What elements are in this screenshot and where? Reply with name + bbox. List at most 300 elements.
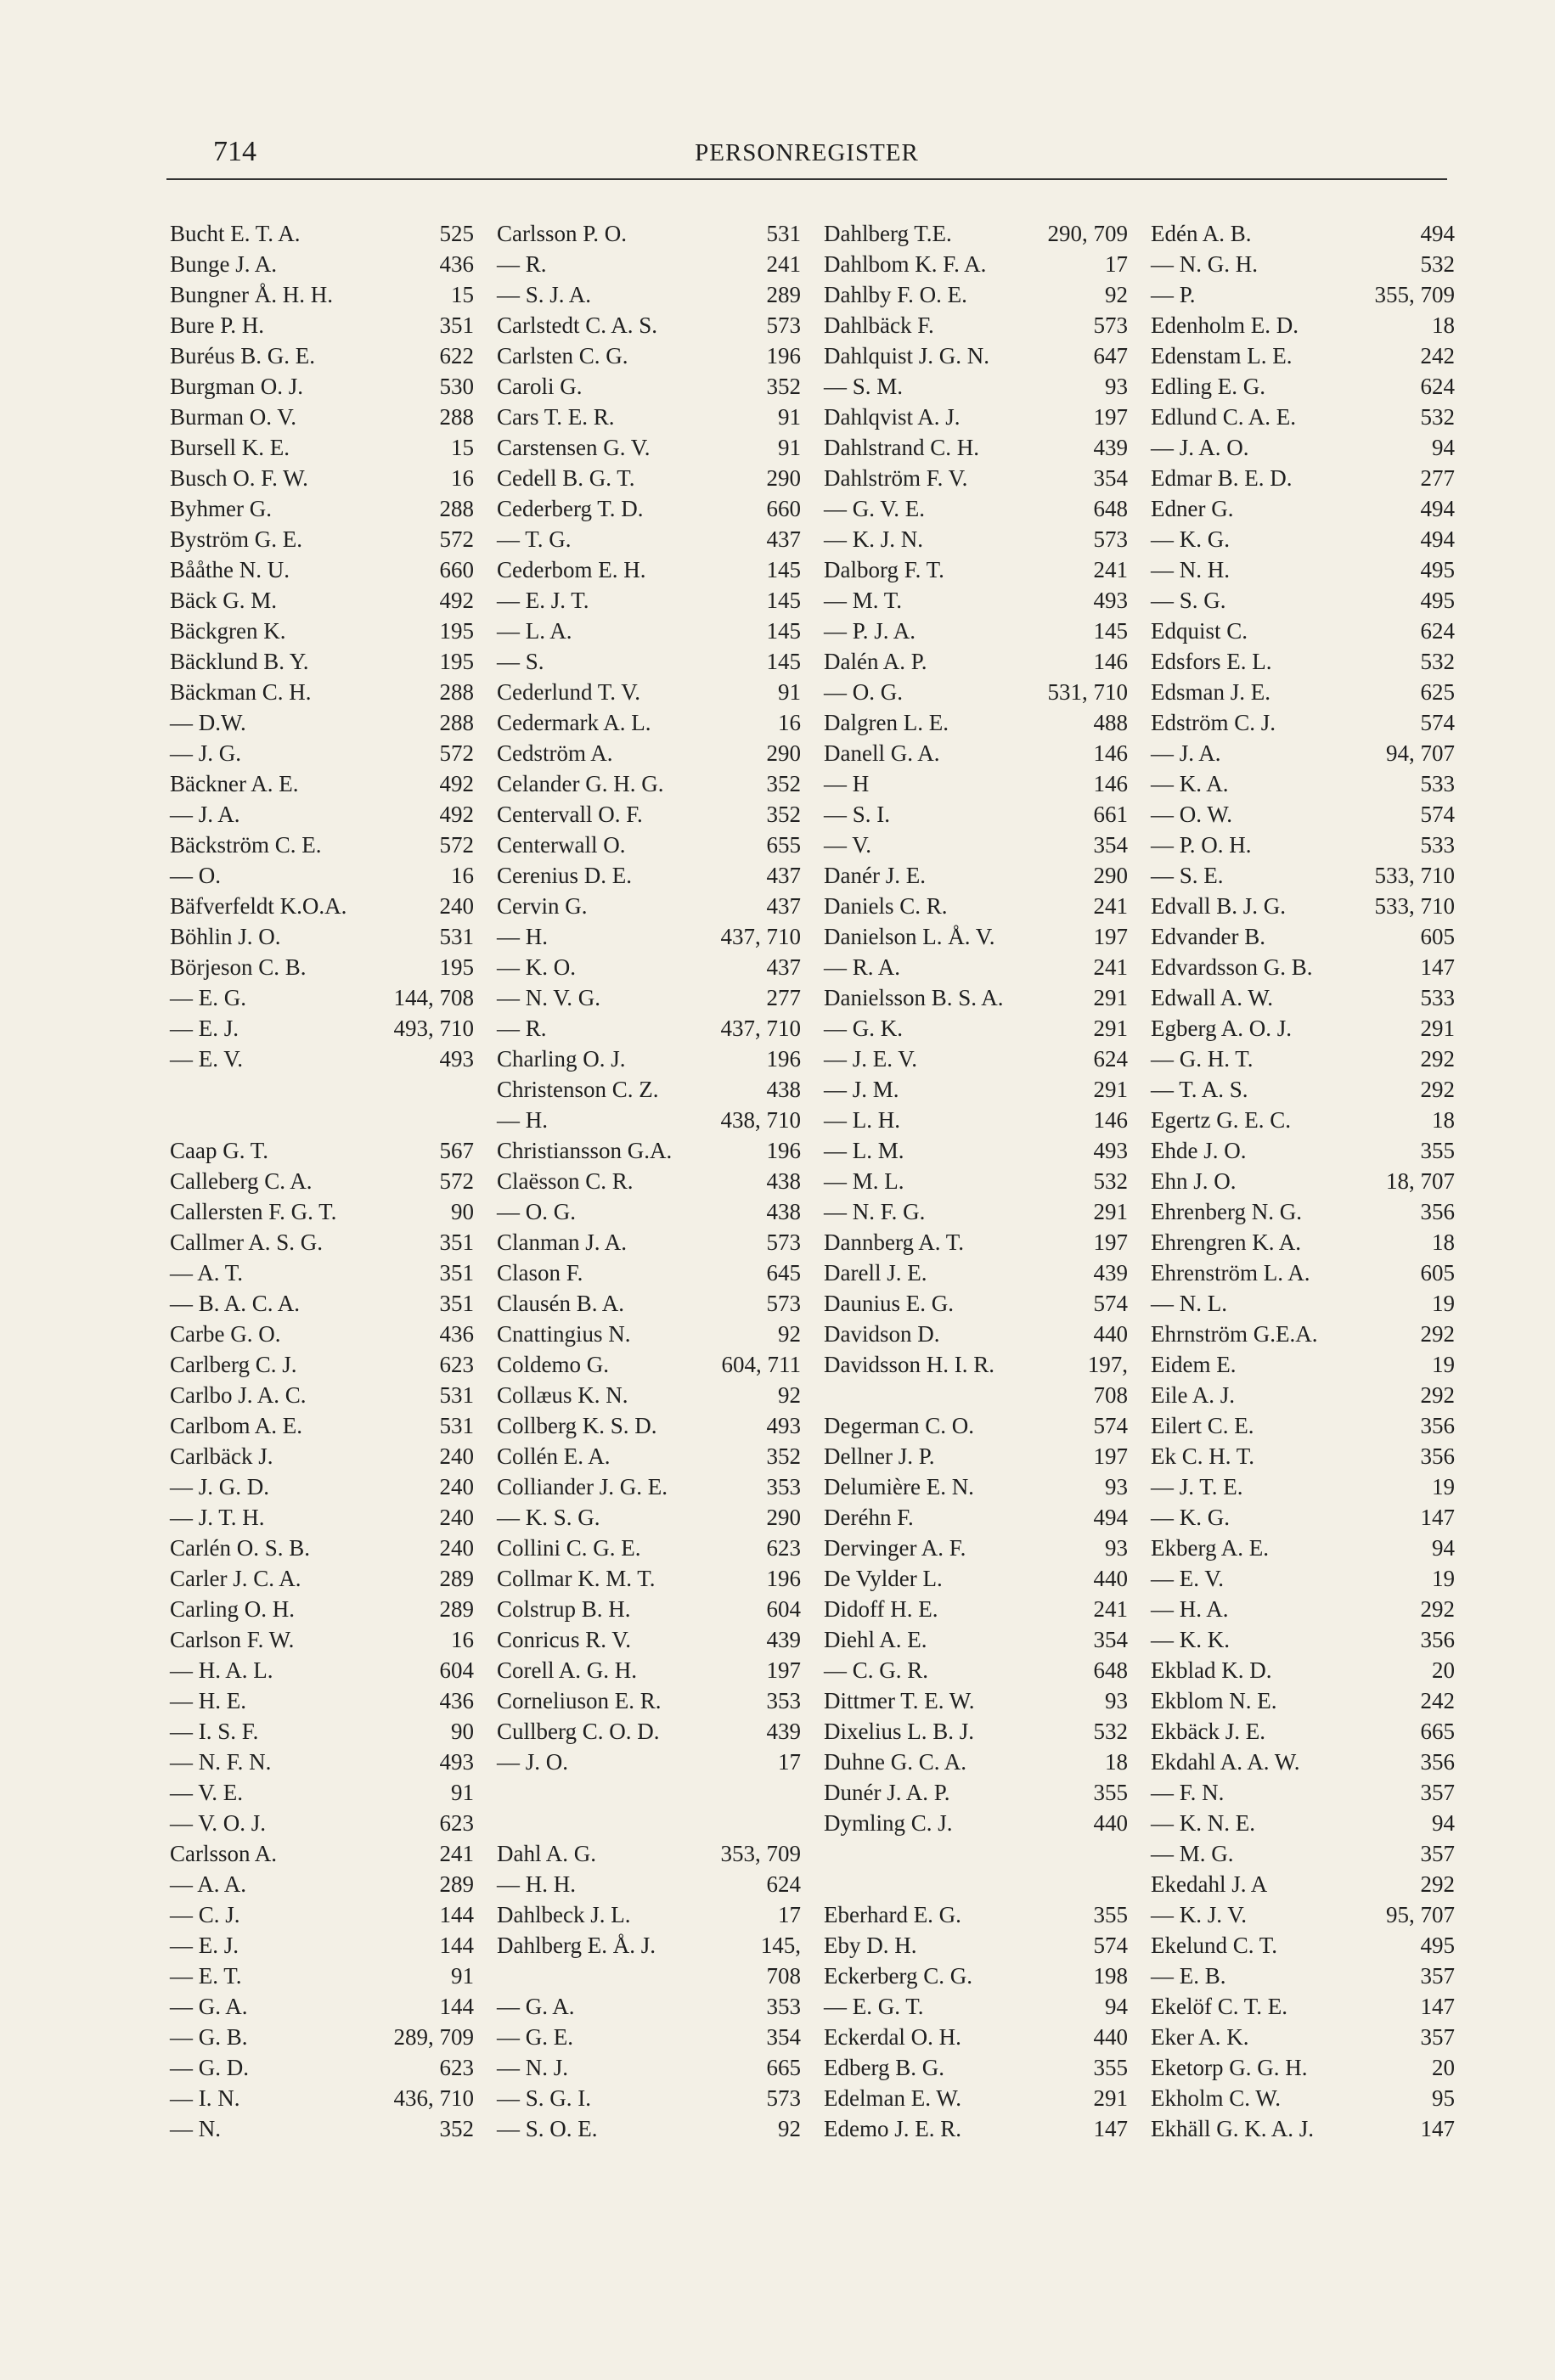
entry-pages: 291 <box>1420 1016 1455 1041</box>
entry-pages: 357 <box>1420 1841 1455 1866</box>
entry-name: Duhne G. C. A. <box>824 1749 966 1775</box>
entry-name: Dalborg F. T. <box>824 557 944 582</box>
entry-name: Burman O. V. <box>170 404 297 430</box>
entry-pages: 288 <box>439 710 474 735</box>
entry-pages: 241 <box>1093 1596 1128 1622</box>
index-entry <box>1151 1227 1455 1258</box>
entry-pages: 147 <box>1420 1994 1455 2019</box>
entry-pages: 145 <box>766 557 801 582</box>
entry-pages: 574 <box>1420 710 1455 735</box>
index-entry <box>1151 279 1455 310</box>
entry-name: — G. V. E. <box>824 496 926 521</box>
entry-pages: 240 <box>439 893 474 919</box>
index-entry <box>170 2113 474 2144</box>
entry-name: Charling O. J. <box>497 1046 626 1072</box>
entry-name: — K. S. G. <box>497 1505 600 1530</box>
entry-pages: 195 <box>439 954 474 980</box>
entry-name: — R. <box>497 251 547 277</box>
entry-name: — E. B. <box>1151 1963 1226 1989</box>
entry-pages: 354 <box>1093 1627 1128 1652</box>
entry-pages: 533 <box>1420 832 1455 858</box>
entry-name: Ekberg A. E. <box>1151 1535 1269 1561</box>
index-column-1 <box>170 218 474 2144</box>
index-entry <box>1151 554 1455 585</box>
entry-name: Dahlbäck F. <box>824 312 934 338</box>
entry-name: Carler J. C. A. <box>170 1566 301 1591</box>
index-entry <box>1151 1930 1455 1961</box>
index-entry <box>824 1624 1128 1655</box>
entry-name: Dahlberg T.E. <box>824 221 952 246</box>
index-entry <box>824 218 1128 249</box>
entry-name: — M. L. <box>824 1168 904 1194</box>
index-entry <box>1151 463 1455 493</box>
index-entry <box>824 1961 1128 1991</box>
entry-name: Edquist C. <box>1151 618 1248 644</box>
index-entry <box>824 1899 1128 1930</box>
entry-pages: 437, 710 <box>720 1016 801 1041</box>
entry-name: Cederbom E. H. <box>497 557 646 582</box>
index-entry <box>497 1961 801 1991</box>
index-entry <box>824 1685 1128 1716</box>
entry-pages: 353, 709 <box>720 1841 801 1866</box>
entry-pages: 493, 710 <box>393 1016 474 1041</box>
entry-name: Ek C. H. T. <box>1151 1443 1255 1469</box>
entry-name: Dahlberg E. Å. J. <box>497 1933 656 1958</box>
entry-name: Carlsten C. G. <box>497 343 628 369</box>
index-entry <box>824 982 1128 1013</box>
entry-name: Coldemo G. <box>497 1352 609 1377</box>
index-entry <box>170 1288 474 1319</box>
index-entry <box>824 1533 1128 1563</box>
entry-name: — H. E. <box>170 1688 246 1713</box>
index-entry <box>824 1502 1128 1533</box>
entry-name: Collberg K. S. D. <box>497 1413 657 1438</box>
entry-name: Corneliuson E. R. <box>497 1688 662 1713</box>
entry-pages: 352 <box>766 771 801 796</box>
entry-name: Christiansson G.A. <box>497 1138 673 1163</box>
index-entry <box>497 1441 801 1471</box>
entry-name: — L. H. <box>824 1107 900 1133</box>
entry-name: Edenholm E. D. <box>1151 312 1299 338</box>
entry-name: — K. N. E. <box>1151 1810 1255 1836</box>
index-entry <box>1151 524 1455 554</box>
entry-name: Edenstam L. E. <box>1151 343 1293 369</box>
entry-name: — M. G. <box>1151 1841 1234 1866</box>
entry-pages: 240 <box>439 1505 474 1530</box>
entry-pages: 532 <box>1420 649 1455 674</box>
entry-name: Daunius E. G. <box>824 1291 954 1316</box>
entry-name: Danielson L. Å. V. <box>824 924 995 949</box>
entry-name: — N. J. <box>497 2055 569 2080</box>
entry-name: — J. O. <box>497 1749 569 1775</box>
index-entry <box>170 799 474 830</box>
entry-name: Cedström A. <box>497 740 613 766</box>
entry-pages: 573 <box>1093 526 1128 552</box>
entry-pages: 436 <box>439 1688 474 1713</box>
entry-name: Cederlund T. V. <box>497 679 641 705</box>
index-entry <box>824 2022 1128 2052</box>
entry-name: — O. G. <box>497 1199 576 1224</box>
entry-pages: 437 <box>766 893 801 919</box>
entry-name: Colliander J. G. E. <box>497 1474 668 1499</box>
index-entry <box>824 799 1128 830</box>
entry-name: — H. <box>497 924 548 949</box>
entry-name: Cederberg T. D. <box>497 496 644 521</box>
entry-pages: 624 <box>1420 374 1455 399</box>
entry-pages: 573 <box>766 1229 801 1255</box>
entry-pages: 355 <box>1420 1138 1455 1163</box>
index-entry <box>170 279 474 310</box>
entry-name: Bungner Å. H. H. <box>170 282 333 307</box>
index-entry <box>170 432 474 463</box>
index-entry <box>497 1594 801 1624</box>
index-entry <box>824 249 1128 279</box>
index-entry <box>497 1319 801 1349</box>
index-entry <box>170 1441 474 1471</box>
entry-pages: 195 <box>439 649 474 674</box>
entry-name: Edvardsson G. B. <box>1151 954 1313 980</box>
entry-pages: 438 <box>766 1168 801 1194</box>
entry-name: Byström G. E. <box>170 526 303 552</box>
entry-name: Dellner J. P. <box>824 1443 935 1469</box>
entry-name: Centerwall O. <box>497 832 626 858</box>
entry-pages: 531 <box>439 924 474 949</box>
entry-pages: 493 <box>1093 1138 1128 1163</box>
index-entry <box>824 830 1128 860</box>
entry-pages: 533, 710 <box>1374 893 1455 919</box>
entry-name: Cars T. E. R. <box>497 404 615 430</box>
entry-name: Davidsson H. I. R. <box>824 1352 994 1377</box>
entry-name: Egberg A. O. J. <box>1151 1016 1292 1041</box>
entry-pages: 624 <box>766 1871 801 1897</box>
index-entry <box>170 1471 474 1502</box>
entry-pages: 437 <box>766 954 801 980</box>
index-entry <box>1151 2022 1455 2052</box>
entry-name: Darell J. E. <box>824 1260 927 1286</box>
entry-pages: 95, 707 <box>1386 1902 1455 1927</box>
entry-pages: 196 <box>766 1138 801 1163</box>
entry-pages: 91 <box>778 435 801 460</box>
index-entry <box>497 830 801 860</box>
entry-pages: 572 <box>439 740 474 766</box>
entry-pages: 437, 710 <box>720 924 801 949</box>
entry-name: Centervall O. F. <box>497 802 643 827</box>
entry-name: — V. O. J. <box>170 1810 267 1836</box>
entry-pages: 351 <box>439 1260 474 1286</box>
entry-pages: 94, 707 <box>1386 740 1455 766</box>
index-entry <box>1151 2113 1455 2144</box>
index-entry <box>497 1410 801 1441</box>
index-entry <box>170 1533 474 1563</box>
entry-pages: 532 <box>1093 1168 1128 1194</box>
entry-name: — O. W. <box>1151 802 1233 827</box>
entry-pages: 525 <box>439 221 474 246</box>
index-entry <box>170 707 474 738</box>
entry-name: — S. G. <box>1151 588 1226 613</box>
index-entry <box>1151 1349 1455 1380</box>
index-entry <box>170 1349 474 1380</box>
entry-pages: 91 <box>778 679 801 705</box>
index-entry <box>497 493 801 524</box>
entry-pages: 93 <box>1105 1474 1128 1499</box>
index-entry <box>170 1655 474 1685</box>
entry-pages: 353 <box>766 1994 801 2019</box>
index-entry <box>824 1991 1128 2022</box>
index-entry <box>824 1227 1128 1258</box>
entry-pages: 647 <box>1093 343 1128 369</box>
entry-name: Dalén A. P. <box>824 649 927 674</box>
entry-pages: 532 <box>1093 1719 1128 1744</box>
entry-name: — T. G. <box>497 526 572 552</box>
entry-name: Cerenius D. E. <box>497 863 632 888</box>
entry-name: Didoff H. E. <box>824 1596 938 1622</box>
entry-name: — P. O. H. <box>1151 832 1252 858</box>
entry-name: Danell G. A. <box>824 740 940 766</box>
entry-pages: 290 <box>766 465 801 491</box>
index-entry <box>497 1533 801 1563</box>
entry-pages: 622 <box>439 343 474 369</box>
entry-pages: 604 <box>439 1657 474 1683</box>
index-entry <box>824 1716 1128 1747</box>
index-entry <box>170 1624 474 1655</box>
index-entry <box>1151 1288 1455 1319</box>
entry-pages: 492 <box>439 771 474 796</box>
entry-pages: 438 <box>766 1077 801 1102</box>
entry-pages: 242 <box>1420 1688 1455 1713</box>
entry-name: — K. A. <box>1151 771 1229 796</box>
index-entry <box>170 1319 474 1349</box>
entry-pages: 147 <box>1420 954 1455 980</box>
index-entry <box>1151 891 1455 921</box>
entry-name: — K. K. <box>1151 1627 1230 1652</box>
entry-pages: 289 <box>439 1871 474 1897</box>
index-entry <box>1151 768 1455 799</box>
entry-name: Caroli G. <box>497 374 583 399</box>
index-entry <box>497 402 801 432</box>
entry-name: Ehrengren K. A. <box>1151 1229 1301 1255</box>
index-entry <box>170 2022 474 2052</box>
entry-pages: 572 <box>439 526 474 552</box>
entry-pages: 439 <box>766 1627 801 1652</box>
entry-pages: 495 <box>1420 1933 1455 1958</box>
index-entry <box>170 1961 474 1991</box>
entry-name: — N. H. <box>1151 557 1230 582</box>
index-entry <box>497 616 801 646</box>
index-entry <box>1151 1716 1455 1747</box>
entry-pages: 144 <box>439 1933 474 1958</box>
entry-name: Ehrenberg N. G. <box>1151 1199 1302 1224</box>
entry-pages: 196 <box>766 1566 801 1591</box>
entry-pages: 19 <box>1432 1291 1455 1316</box>
index-entry <box>824 1655 1128 1685</box>
entry-name: Dahlstrand C. H. <box>824 435 979 460</box>
entry-pages: 241 <box>766 251 801 277</box>
blank-line <box>170 1105 474 1135</box>
entry-name: Carlstedt C. A. S. <box>497 312 658 338</box>
entry-name: Eby D. H. <box>824 1933 917 1958</box>
index-entry <box>824 1808 1128 1838</box>
entry-pages: 351 <box>439 1291 474 1316</box>
entry-pages: 291 <box>1093 2085 1128 2111</box>
entry-name: Carling O. H. <box>170 1596 295 1622</box>
entry-pages: 492 <box>439 588 474 613</box>
entry-name: Ehrnström G.E.A. <box>1151 1321 1318 1347</box>
entry-name: — J. T. E. <box>1151 1474 1243 1499</box>
index-entry <box>824 2052 1128 2083</box>
entry-pages: 292 <box>1420 1077 1455 1102</box>
index-entry <box>497 463 801 493</box>
entry-pages: 356 <box>1420 1199 1455 1224</box>
entry-pages: 574 <box>1420 802 1455 827</box>
index-entry <box>824 2083 1128 2113</box>
entry-pages: 488 <box>1093 710 1128 735</box>
index-entry <box>1151 860 1455 891</box>
index-entry <box>170 1227 474 1258</box>
entry-name: — J. G. <box>170 740 242 766</box>
entry-name: — S. <box>497 649 544 674</box>
entry-pages: 573 <box>766 312 801 338</box>
entry-name: Clanman J. A. <box>497 1229 627 1255</box>
entry-name: Cedell B. G. T. <box>497 465 635 491</box>
entry-pages: 623 <box>439 1352 474 1377</box>
index-entry <box>497 799 801 830</box>
entry-name: Dunér J. A. P. <box>824 1780 950 1805</box>
index-entry <box>824 493 1128 524</box>
entry-name: Edsman J. E. <box>1151 679 1270 705</box>
index-entry <box>497 1349 801 1380</box>
index-entry <box>170 616 474 646</box>
index-entry <box>824 1747 1128 1777</box>
index-entry <box>497 1991 801 2022</box>
index-entry <box>1151 921 1455 952</box>
entry-pages: 144, 708 <box>393 985 474 1010</box>
entry-pages: 436 <box>439 1321 474 1347</box>
index-entry <box>824 1105 1128 1135</box>
entry-name: Carlberg C. J. <box>170 1352 297 1377</box>
entry-name: — J. A. <box>170 802 240 827</box>
entry-name: — S. G. I. <box>497 2085 592 2111</box>
index-entry <box>1151 1441 1455 1471</box>
index-entry <box>170 952 474 982</box>
index-entry <box>824 524 1128 554</box>
entry-name: Carlsson A. <box>170 1841 278 1866</box>
entry-name: Ekblom N. E. <box>1151 1688 1277 1713</box>
index-column-2 <box>497 218 801 2144</box>
entry-name: — G. H. T. <box>1151 1046 1254 1072</box>
entry-name: Edelman E. W. <box>824 2085 961 2111</box>
index-entry <box>1151 402 1455 432</box>
entry-name: Ekblad K. D. <box>1151 1657 1272 1683</box>
entry-name: — H. A. L. <box>170 1657 273 1683</box>
index-entry <box>824 1319 1128 1349</box>
index-entry <box>824 1196 1128 1227</box>
entry-pages: 623 <box>439 2055 474 2080</box>
entry-name: Dahlbeck J. L. <box>497 1902 631 1927</box>
entry-pages: 492 <box>439 802 474 827</box>
entry-pages: 574 <box>1093 1933 1128 1958</box>
entry-name: Eketorp G. G. H. <box>1151 2055 1308 2080</box>
entry-name: Carlbom A. E. <box>170 1413 302 1438</box>
entry-pages: 18, 707 <box>1386 1168 1455 1194</box>
entry-name: — A. A. <box>170 1871 247 1897</box>
index-entry <box>824 768 1128 799</box>
entry-name: — C. J. <box>170 1902 240 1927</box>
entry-name: — O. G. <box>824 679 903 705</box>
index-entry <box>170 371 474 402</box>
entry-pages: 531, 710 <box>1047 679 1128 705</box>
entry-name: — F. N. <box>1151 1780 1225 1805</box>
entry-pages: 16 <box>778 710 801 735</box>
entry-name: Ehrenström L. A. <box>1151 1260 1310 1286</box>
entry-pages: 440 <box>1093 2024 1128 2050</box>
index-entry <box>170 1013 474 1044</box>
index-entry <box>170 1991 474 2022</box>
entry-name: — N. G. H. <box>1151 251 1258 277</box>
entry-pages: 532 <box>1420 251 1455 277</box>
entry-pages: 198 <box>1093 1963 1128 1989</box>
entry-name: — L. A. <box>497 618 572 644</box>
entry-pages: 16 <box>451 1627 474 1652</box>
entry-pages: 530 <box>439 374 474 399</box>
entry-name: De Vylder L. <box>824 1566 943 1591</box>
entry-pages: 196 <box>766 343 801 369</box>
index-entry <box>497 1747 801 1777</box>
entry-name: — N. F. G. <box>824 1199 926 1224</box>
entry-name: Degerman C. O. <box>824 1413 974 1438</box>
entry-name: — J. A. <box>1151 740 1221 766</box>
index-entry <box>1151 1471 1455 1502</box>
entry-pages: 16 <box>451 863 474 888</box>
entry-pages: 439 <box>1093 1260 1128 1286</box>
entry-pages: 708 <box>766 1963 801 1989</box>
entry-pages: 572 <box>439 832 474 858</box>
entry-pages: 147 <box>1420 1505 1455 1530</box>
entry-pages: 533 <box>1420 771 1455 796</box>
entry-pages: 16 <box>451 465 474 491</box>
entry-name: Bäckman C. H. <box>170 679 312 705</box>
entry-pages: 240 <box>439 1443 474 1469</box>
index-entry <box>824 1410 1128 1441</box>
index-entry <box>1151 982 1455 1013</box>
entry-pages: 197 <box>1093 1229 1128 1255</box>
entry-name: Eckerdal O. H. <box>824 2024 961 2050</box>
entry-name: — E. V. <box>170 1046 244 1072</box>
entry-pages: 290 <box>1093 863 1128 888</box>
entry-pages: 292 <box>1420 1046 1455 1072</box>
index-entry <box>497 1105 801 1135</box>
index-entry <box>824 952 1128 982</box>
blank-line <box>824 1869 1128 1899</box>
index-entry <box>170 1838 474 1869</box>
entry-name: Byhmer G. <box>170 496 272 521</box>
entry-name: — N. F. N. <box>170 1749 272 1775</box>
index-entry <box>497 2022 801 2052</box>
entry-pages: 94 <box>1432 435 1455 460</box>
index-entry <box>824 1594 1128 1624</box>
entry-pages: 292 <box>1420 1596 1455 1622</box>
entry-name: Dannberg A. T. <box>824 1229 964 1255</box>
entry-pages: 660 <box>439 557 474 582</box>
index-entry <box>170 1685 474 1716</box>
index-entry <box>170 218 474 249</box>
entry-pages: 197 <box>766 1657 801 1683</box>
entry-pages: 18 <box>1432 1229 1455 1255</box>
entry-pages: 352 <box>766 374 801 399</box>
index-entry <box>497 1227 801 1258</box>
entry-name: Edling E. G. <box>1151 374 1265 399</box>
entry-name: — N. V. G. <box>497 985 601 1010</box>
index-entry <box>1151 1655 1455 1685</box>
